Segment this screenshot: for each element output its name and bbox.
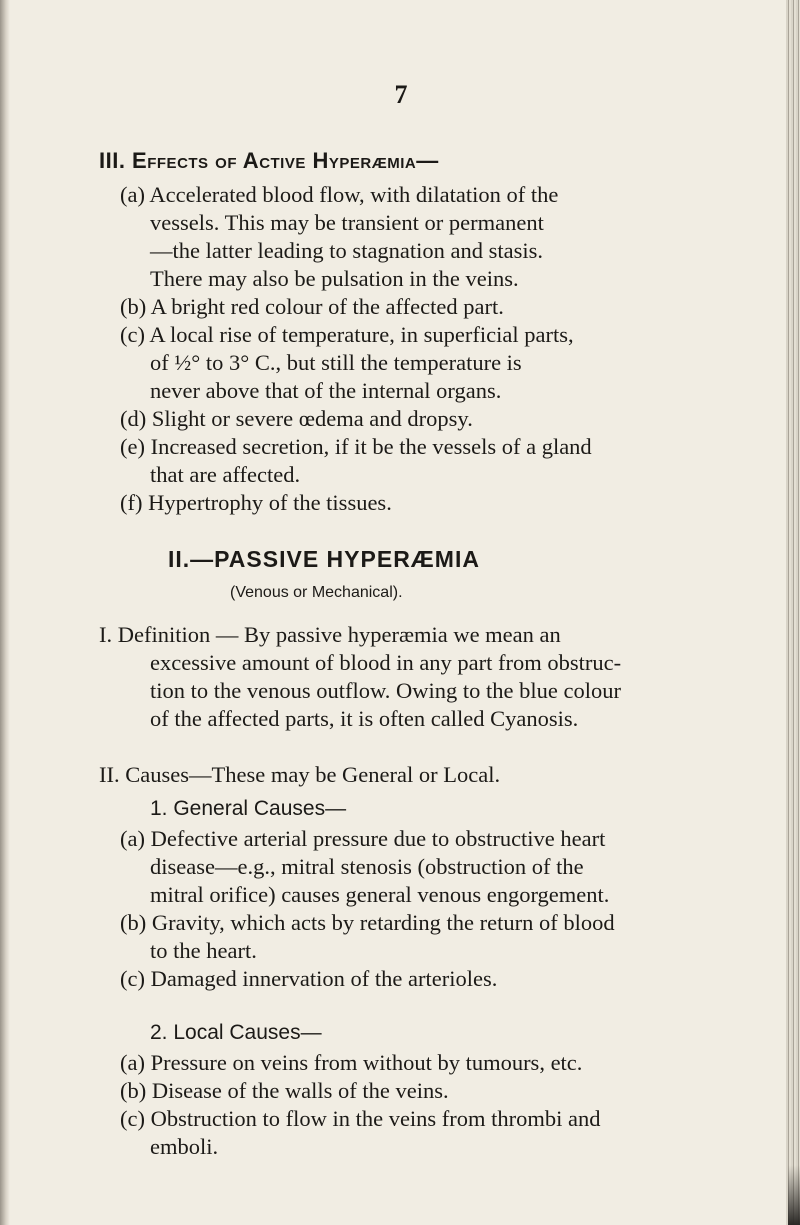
definition-line: of the affected parts, it is often called Cyanosis. <box>150 706 579 731</box>
text-line: (b) Gravity, which acts by retarding the return of blood <box>120 910 615 935</box>
text-line: disease—e.g., mitral stenosis (obstruction of the <box>150 854 584 879</box>
text-line: vessels. This may be transient or permanent <box>150 210 544 235</box>
chapter-title: II.—PASSIVE HYPERÆMIA <box>168 546 480 572</box>
text-line: (f) Hypertrophy of the tissues. <box>120 490 392 515</box>
section-heading: III. Effects of Active Hyperæmia— <box>99 148 439 173</box>
text-line: (a) Accelerated blood flow, with dilatation of the <box>120 182 559 207</box>
text-line: (b) A bright red colour of the affected part. <box>120 294 504 319</box>
text-line: mitral orifice) causes general venous engorgement. <box>150 882 610 907</box>
page-left-shadow <box>0 0 10 1225</box>
text-line: (c) Damaged innervation of the arterioles. <box>120 966 498 991</box>
text-line: (c) Obstruction to flow in the veins from thrombi and <box>120 1106 601 1131</box>
text-line: that are affected. <box>150 462 301 487</box>
general-causes-heading: 1. General Causes— <box>150 797 347 820</box>
text-line: There may also be pulsation in the veins. <box>150 266 519 291</box>
text-line: (a) Pressure on veins from without by tumours, etc. <box>120 1050 583 1075</box>
text-line: of ½° to 3° C., but still the temperature is <box>150 350 522 375</box>
definition-line: I. Definition — By passive hyperæmia we mean an <box>99 622 561 647</box>
text-line: to the heart. <box>150 938 257 963</box>
text-line: emboli. <box>150 1134 219 1159</box>
page-number: 7 <box>394 80 408 109</box>
chapter-subtitle: (Venous or Mechanical). <box>230 584 403 601</box>
definition-line: tion to the venous outflow. Owing to the blue colour <box>150 678 621 703</box>
text-line: (c) A local rise of temperature, in superficial parts, <box>120 322 574 347</box>
text-line: (e) Increased secretion, if it be the vessels of a gland <box>120 434 592 459</box>
text-line: —the latter leading to stagnation and stasis. <box>150 238 544 263</box>
text-line: (b) Disease of the walls of the veins. <box>120 1078 449 1103</box>
page-right-edge <box>786 0 800 1225</box>
text-line: never above that of the internal organs. <box>150 378 502 403</box>
local-causes-heading: 2. Local Causes— <box>150 1021 322 1044</box>
page-corner-mark <box>788 1165 800 1225</box>
definition-line: excessive amount of blood in any part from obstruc- <box>150 650 622 675</box>
text-line: (d) Slight or severe œdema and dropsy. <box>120 406 473 431</box>
causes-heading: II. Causes—These may be General or Local. <box>99 762 501 787</box>
text-line: (a) Defective arterial pressure due to obstructive heart <box>120 826 606 851</box>
